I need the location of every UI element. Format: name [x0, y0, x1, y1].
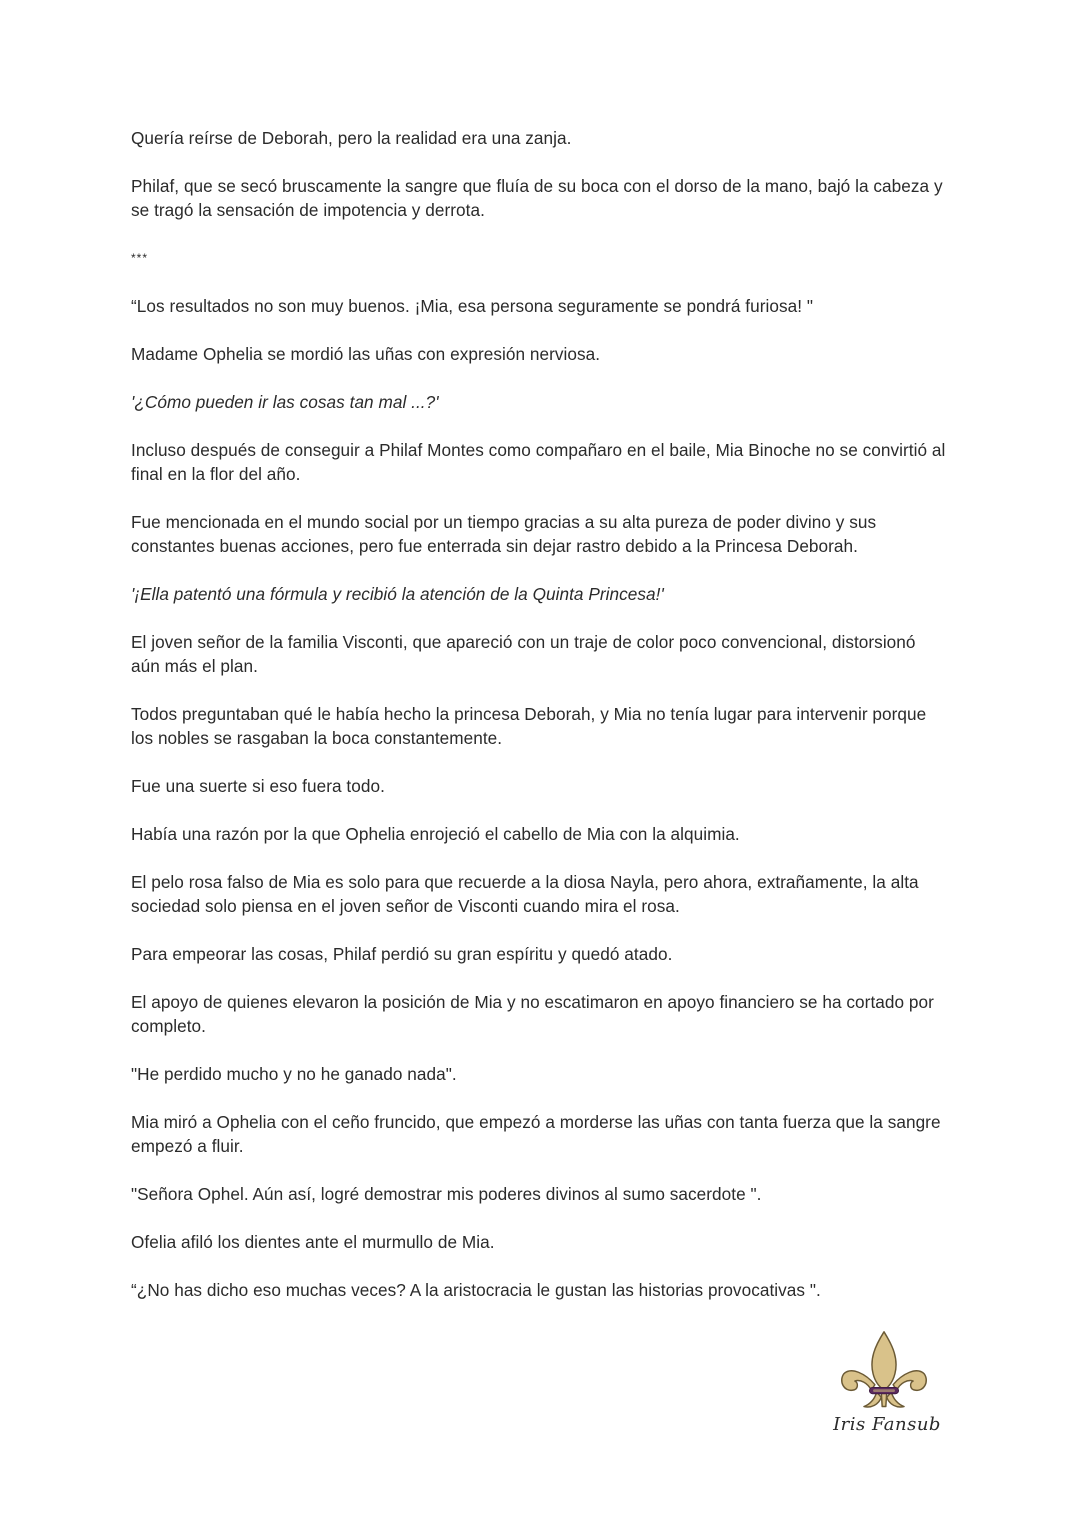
- scene-break: ***: [131, 251, 149, 265]
- paragraph: Para empeorar las cosas, Philaf perdió su gran espíritu y quedó atado.: [131, 944, 673, 964]
- fansub-logo: [832, 1330, 942, 1445]
- paragraph: Ofelia afiló los dientes ante el murmullo de Mia.: [131, 1232, 495, 1252]
- paragraph: Mia miró a Ophelia con el ceño fruncido, que empezó a morderse las uñas con tanta fuerza que la sangre empezó a fluir.: [131, 1112, 941, 1156]
- paragraph: El joven señor de la familia Visconti, que apareció con un traje de color poco convencional, distorsionó aún más el plan.: [131, 632, 916, 676]
- logo-text: Iris Fansub: [833, 1414, 941, 1435]
- paragraph: Fue una suerte si eso fuera todo.: [131, 776, 385, 796]
- paragraph: Philaf, que se secó bruscamente la sangre que fluía de su boca con el dorso de la mano, bajó la cabeza y se tragó la sensación de impotencia y derrota.: [131, 176, 943, 220]
- paragraph: "He perdido mucho y no he ganado nada".: [131, 1064, 457, 1084]
- paragraph: "Señora Ophel. Aún así, logré demostrar mis poderes divinos al sumo sacerdote ".: [131, 1184, 762, 1204]
- paragraph: “¿No has dicho eso muchas veces? A la aristocracia le gustan las historias provocativas ".: [131, 1280, 821, 1300]
- paragraph: El pelo rosa falso de Mia es solo para que recuerde a la diosa Nayla, pero ahora, extrañamente, la alta sociedad solo piensa en el joven señor de Visconti cuando mira el rosa.: [131, 872, 919, 916]
- fleur-de-lis-icon: [836, 1330, 932, 1412]
- document-body: [131, 126, 949, 1326]
- paragraph: Incluso después de conseguir a Philaf Montes como compañaro en el baile, Mia Binoche no se convirtió al final en la flor del año.: [131, 440, 946, 484]
- thought-paragraph: '¿Cómo pueden ir las cosas tan mal ...?': [131, 392, 439, 412]
- paragraph: Todos preguntaban qué le había hecho la princesa Deborah, y Mia no tenía lugar para intervenir porque los nobles se rasgaban la boca constantemente.: [131, 704, 927, 748]
- thought-paragraph: '¡Ella patentó una fórmula y recibió la atención de la Quinta Princesa!': [131, 584, 664, 604]
- paragraph: “Los resultados no son muy buenos. ¡Mia, esa persona seguramente se pondrá furiosa! ": [131, 296, 813, 316]
- paragraph: Había una razón por la que Ophelia enrojeció el cabello de Mia con la alquimia.: [131, 824, 740, 844]
- paragraph: Fue mencionada en el mundo social por un tiempo gracias a su alta pureza de poder divino y sus constantes buenas acciones, pero fue enterrada sin dejar rastro debido a la Princesa Deborah.: [131, 512, 877, 556]
- paragraph: El apoyo de quienes elevaron la posición de Mia y no escatimaron en apoyo financiero se ha cortado por completo.: [131, 992, 934, 1036]
- paragraph: Madame Ophelia se mordió las uñas con expresión nerviosa.: [131, 344, 601, 364]
- paragraph: Quería reírse de Deborah, pero la realidad era una zanja.: [131, 128, 572, 148]
